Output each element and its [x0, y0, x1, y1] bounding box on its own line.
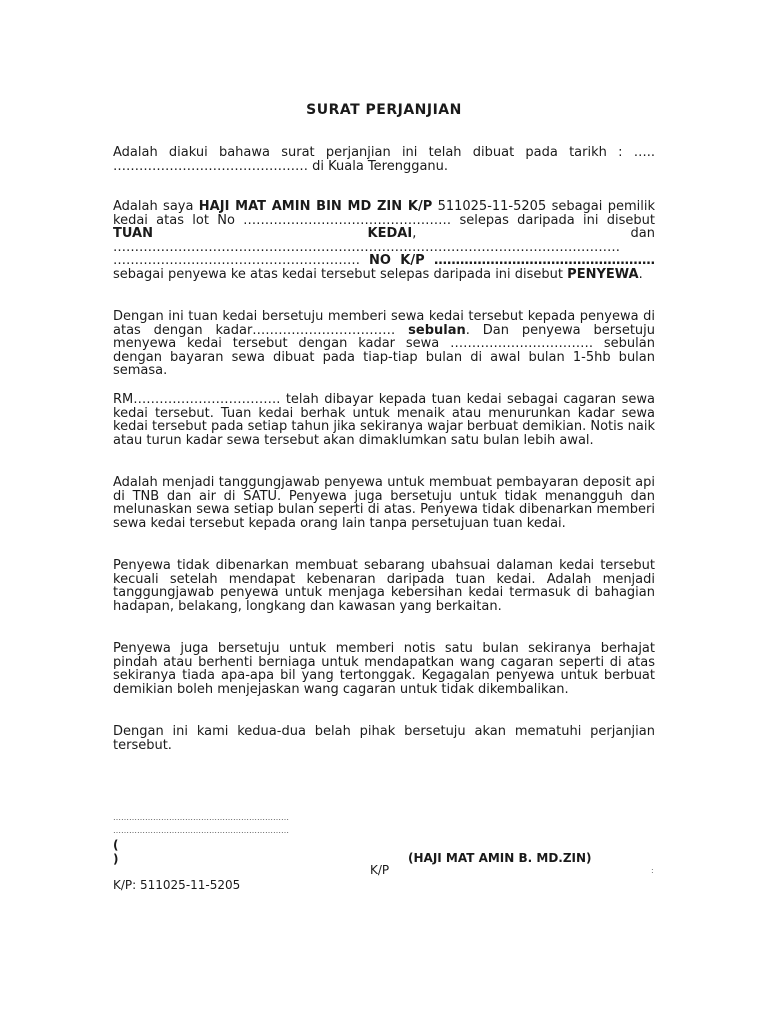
sebulan-bold: sebulan	[408, 322, 466, 338]
owner-signature-name: (HAJI MAT AMIN B. MD.ZIN)	[408, 851, 592, 865]
tenant-blank: , dan ……………………………………………………………………………………………………… …………………………………………………	[113, 226, 655, 269]
paragraph-agreement: Dengan ini kami kedua-dua belah pihak bersetuju akan mematuhi perjanjian tersebut.	[113, 724, 655, 753]
paragraph-date-text: Adalah diakui bahawa surat perjanjian ini telah dibuat pada tarikh	[113, 145, 607, 160]
paragraph-deposit: RM……………………………. telah dibayar kepada tuan kedai sebagai cagaran sewa kedai tersebut. Tuan kedai berhak untuk menaik atau menurunkan kadar sewa kedai tersebut pada setiap tahun jika sekiranya wajar berbuat demikian. Notis naik atau turun kadar sewa tersebut akan dimaklumkan satu bulan lebih awal.	[113, 392, 655, 448]
penyewa-bold: PENYEWA	[567, 266, 639, 282]
document-title: SURAT PERJANJIAN	[306, 102, 462, 118]
owner-name-bold: HAJI MAT AMIN BIN MD ZIN K/P	[198, 199, 433, 214]
tenant-kp: K/P: 511025-11-5205	[113, 878, 241, 892]
owner-ic: 511025-11-5205	[437, 199, 547, 214]
paragraph-parties	[113, 200, 655, 282]
tuan-kedai-bold: TUAN KEDAI	[113, 226, 413, 242]
owner-kp-label: K/P	[370, 863, 390, 877]
parties-intro: Adalah saya	[113, 199, 194, 214]
paragraph-notice: Penyewa juga bersetuju untuk memberi notis satu bulan sekiranya berhajat pindah atau berhenti berniaga untuk mendapatkan wang cagaran seperti di atas sekiranya tiada apa-apa bil yang tertonggak. Kegagalan penyewa untuk berbuat demikian boleh menjejaskan wang cagaran untuk tidak dikembalikan.	[113, 641, 655, 697]
paragraph-renovation: Penyewa tidak dibenarkan membuat sebarang ubahsuai dalaman kedai tersebut kecuali setelah mendapat kebenaran daripada tuan kedai. Adalah menjadi tanggungjawab penyewa untuk menjaga kebersihan kedai termasuk di bahagian hadapan, belakang, longkang dan kawasan yang berkaitan.	[113, 558, 655, 614]
rent-text-a: Dengan ini tuan kedai bersetuju memberi sewa kedai tersebut kepada penyewa di atas dengan kadar……………………………	[113, 309, 655, 338]
parties-end: .	[638, 266, 643, 282]
date-blank: : ….. ………………………………………	[113, 145, 655, 174]
signature-line-2: …………………………………………………………	[113, 826, 289, 835]
tenant-nokp-bold: NO K/P ……………………………………………	[368, 253, 655, 269]
parties-lot-text: sebagai pemilik kedai atas lot No ………………………………………… selepas daripada ini disebut	[113, 199, 655, 228]
tenant-name-open-paren: (	[113, 838, 119, 852]
tenant-role-text: sebagai penyewa ke atas kedai tersebut selepas daripada ini disebut	[113, 266, 564, 282]
tenant-name-close-paren: )	[113, 852, 119, 866]
paragraph-date	[113, 146, 655, 173]
signature-line-1: …………………………………………………………	[113, 813, 289, 822]
paragraph-responsibility: Adalah menjadi tanggungjawab penyewa untuk membuat pembayaran deposit api di TNB dan air di SATU. Penyewa juga bersetuju untuk tidak menangguh dan melunaskan sewa setiap bulan seperti di atas. Penyewa tidak dibenarkan memberi sewa kedai tersebut kepada orang lain tanpa persetujuan tuan kedai.	[113, 475, 655, 531]
rent-text-b: . Dan penyewa bersetuju menyewa kedai tersebut dengan kadar sewa …………………………… sebulan dengan bayaran sewa dibuat pada tiap-tiap bulan di awal bulan 1-5hb bulan semasa.	[113, 322, 656, 379]
location-text: di Kuala Terengganu.	[312, 158, 449, 174]
owner-kp-colon: :	[651, 866, 654, 875]
paragraph-rent	[113, 310, 655, 378]
